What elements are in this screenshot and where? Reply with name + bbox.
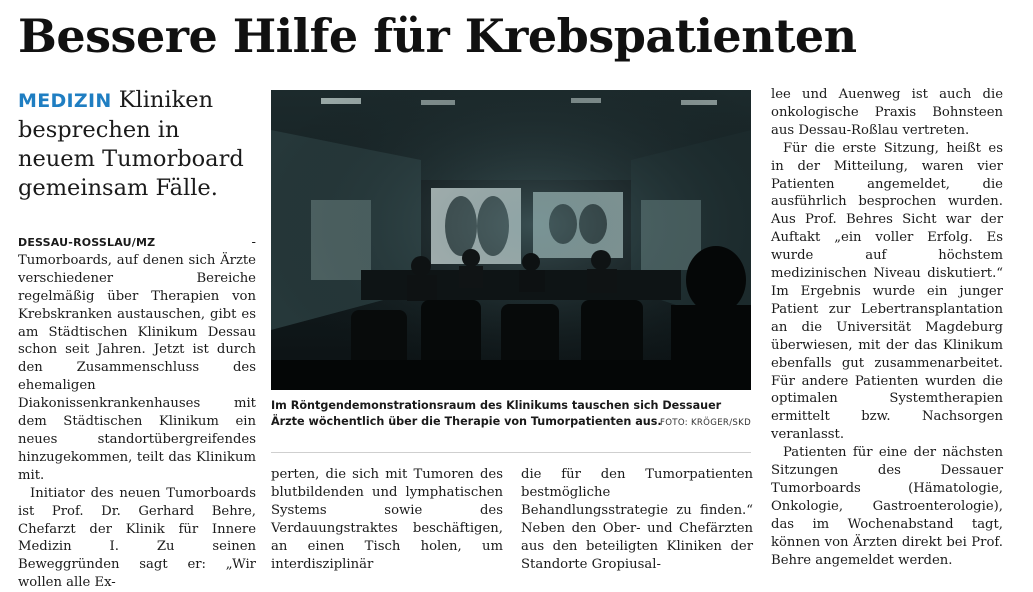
caption-divider <box>271 452 751 453</box>
paragraph: lee und Auenweg ist auch die onkologische Praxis Bohnsteen aus Dessau-Roßlau vertreten. <box>771 87 1003 138</box>
article-headline: Bessere Hilfe für Krebspatienten <box>18 9 857 63</box>
photo-caption: Im Röntgendemonstrationsraum des Klinikums tauschen sich Dessauer Ärzte wöchentlich über die Therapie von Tumorpatienten aus. <box>271 399 722 428</box>
subhead-text: Kliniken besprechen in neuem Tumorboard gemeinsam Fälle. <box>18 87 244 201</box>
text-column-2 <box>271 466 503 573</box>
paragraph: perten, die sich mit Tumoren des blutbildenden und lymphatischen Systems sowie des Verdauungstraktes beschäftigen, an einen Tisch holen, um interdisziplinär <box>271 467 503 572</box>
paragraph: Für die erste Sitzung, heißt es in der Mitteilung, waren vier Patienten angemeldet, die ausführlich besprochen wurden. Aus Prof. Behres Sicht war der Auftakt „ein voller Erfolg. Es wurde auf höchstem medizinischen Niveau diskutiert.“ Im Ergebnis wurde ein junger Patient zur Lebertransplantation an die Universität Magdeburg überwiesen, mit der das Klinikum ebenfalls gut zusammenarbeitet. Für andere Patienten wurden die optimalen Systemtherapien ermittelt bzw. Nachsorgen veranlasst. <box>771 140 1003 443</box>
article-subhead <box>18 86 258 203</box>
xray-room-image <box>271 90 751 390</box>
paragraph: Initiator des neuen Tumorboards ist Prof. Dr. Gerhard Behre, Chefarzt der Klinik für Innere Medizin I. Zu seinen Beweggründen sagt er: „Wir wollen alle Ex- <box>18 485 256 591</box>
paragraph: Patienten für eine der nächsten Sitzungen des Dessauer Tumorboards (Hämatologie, Onkologie, Gastroenterologie), das im Wochenabstand tagt, können von Ärzten direkt bei Prof. Behre angemeldet werden. <box>771 445 1003 568</box>
dateline: DESSAU-ROSSLAU/MZ <box>18 236 156 249</box>
text-column-4 <box>771 86 1003 569</box>
article-photo <box>271 90 751 390</box>
paragraph <box>18 234 256 485</box>
photo-credit: FOTO: KRÖGER/SKD <box>659 418 751 428</box>
text-column-1 <box>18 234 256 592</box>
rubric-label: MEDIZIN <box>18 90 112 112</box>
paragraph-text: - Tumorboards, auf denen sich Ärzte verschiedener Bereiche regelmäßig über Therapien von Krebskranken austauschen, gibt es am Städtischen Klinikum Dessau schon seit Jahren. Jetzt ist durch den Zusammenschluss des ehemaligen Diakonissenkrankenhauses mit dem Städtischen Klinikum ein neues standortübergreifendes hinzugekommen, teilt das Klinikum mit. <box>18 235 256 483</box>
text-column-3 <box>521 466 753 573</box>
paragraph: die für den Tumorpatienten bestmögliche Behandlungsstrategie zu finden.“ Neben den Ober- und Chefärzten aus den beteiligten Kliniken der Standorte Gropiusal- <box>521 467 753 572</box>
